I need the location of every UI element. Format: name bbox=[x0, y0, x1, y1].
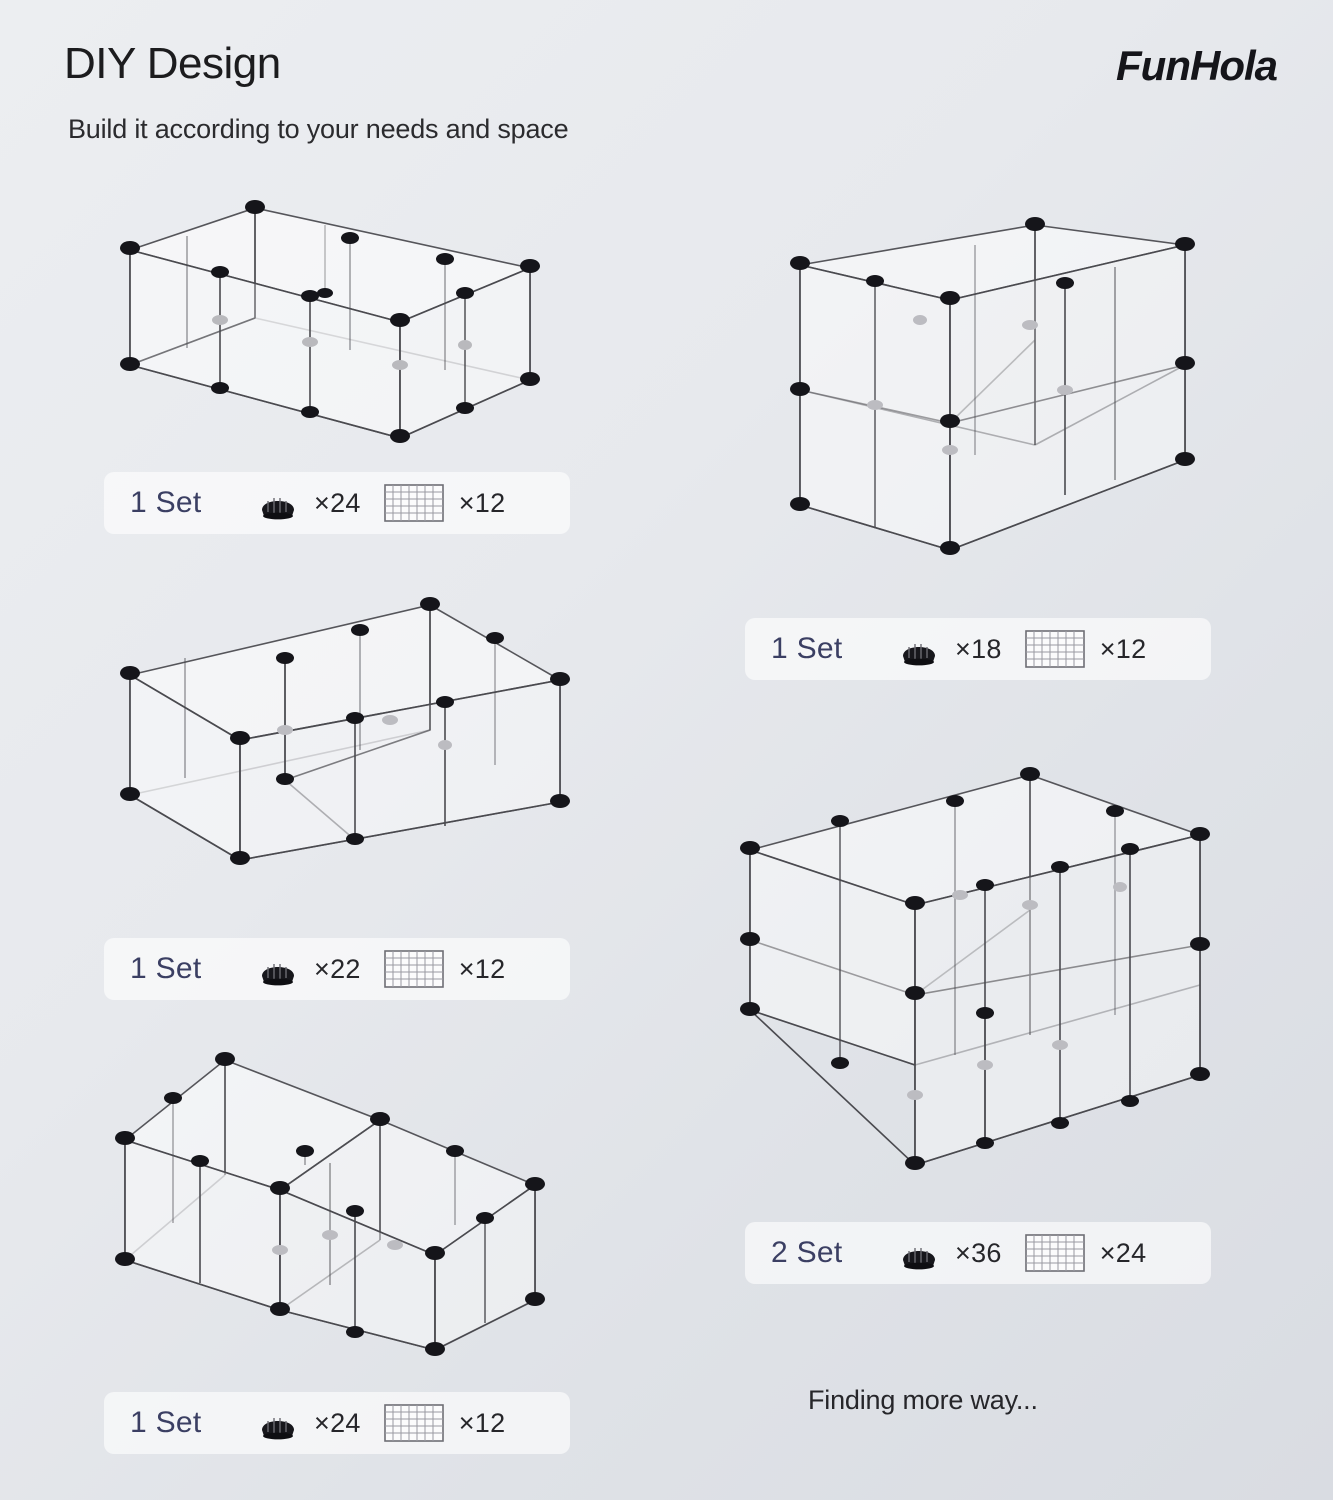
connector-spec bbox=[897, 1236, 1002, 1270]
panel-spec bbox=[1024, 1232, 1147, 1274]
figure-open-rectangular-pen bbox=[110, 190, 560, 460]
brand-logo: FunHola bbox=[1116, 42, 1277, 89]
connector-spec bbox=[256, 1406, 361, 1440]
panel-count: ×12 bbox=[1099, 633, 1147, 664]
connector-count: ×24 bbox=[314, 1407, 361, 1438]
set-label: 1 Set bbox=[130, 952, 202, 985]
footnote-text: Finding more way... bbox=[808, 1385, 1038, 1415]
connector-count: ×24 bbox=[314, 487, 361, 518]
figure-divided-pen bbox=[110, 590, 570, 920]
spec-pill-open-rectangular-pen bbox=[104, 472, 570, 534]
panel-spec bbox=[1024, 628, 1147, 670]
panel-spec bbox=[383, 1402, 506, 1444]
connector-icon bbox=[256, 1406, 300, 1440]
set-label: 2 Set bbox=[771, 1236, 843, 1269]
panel-count: ×12 bbox=[458, 487, 506, 518]
spec-pill-l-shaped-pen bbox=[104, 1392, 570, 1454]
connector-icon bbox=[897, 632, 941, 666]
wire-panel-icon bbox=[1024, 628, 1086, 670]
wire-panel-icon bbox=[383, 1402, 445, 1444]
connector-count: ×22 bbox=[314, 953, 361, 984]
spec-pill-double-stacked-pen bbox=[745, 1222, 1211, 1284]
connector-spec bbox=[256, 486, 361, 520]
panel-spec bbox=[383, 948, 506, 990]
connector-icon bbox=[897, 1236, 941, 1270]
connector-spec bbox=[256, 952, 361, 986]
panel-count: ×12 bbox=[458, 1407, 506, 1438]
set-label: 1 Set bbox=[771, 632, 843, 665]
page-header bbox=[64, 40, 1277, 145]
connector-count: ×36 bbox=[955, 1237, 1002, 1268]
figure-two-tier-pen bbox=[760, 205, 1230, 595]
connector-icon bbox=[256, 486, 300, 520]
figure-l-shaped-pen bbox=[105, 1045, 565, 1375]
figure-double-stacked-pen bbox=[730, 765, 1220, 1205]
panel-count: ×24 bbox=[1099, 1237, 1147, 1268]
set-label: 1 Set bbox=[130, 1406, 202, 1439]
connector-icon bbox=[256, 952, 300, 986]
spec-pill-divided-pen bbox=[104, 938, 570, 1000]
page-title: DIY Design bbox=[64, 39, 281, 88]
page-subtitle: Build it according to your needs and space bbox=[68, 114, 569, 145]
set-label: 1 Set bbox=[130, 486, 202, 519]
spec-pill-two-tier-pen bbox=[745, 618, 1211, 680]
wire-panel-icon bbox=[383, 482, 445, 524]
wire-panel-icon bbox=[383, 948, 445, 990]
panel-spec bbox=[383, 482, 506, 524]
connector-spec bbox=[897, 632, 1002, 666]
connector-count: ×18 bbox=[955, 633, 1002, 664]
panel-count: ×12 bbox=[458, 953, 506, 984]
wire-panel-icon bbox=[1024, 1232, 1086, 1274]
